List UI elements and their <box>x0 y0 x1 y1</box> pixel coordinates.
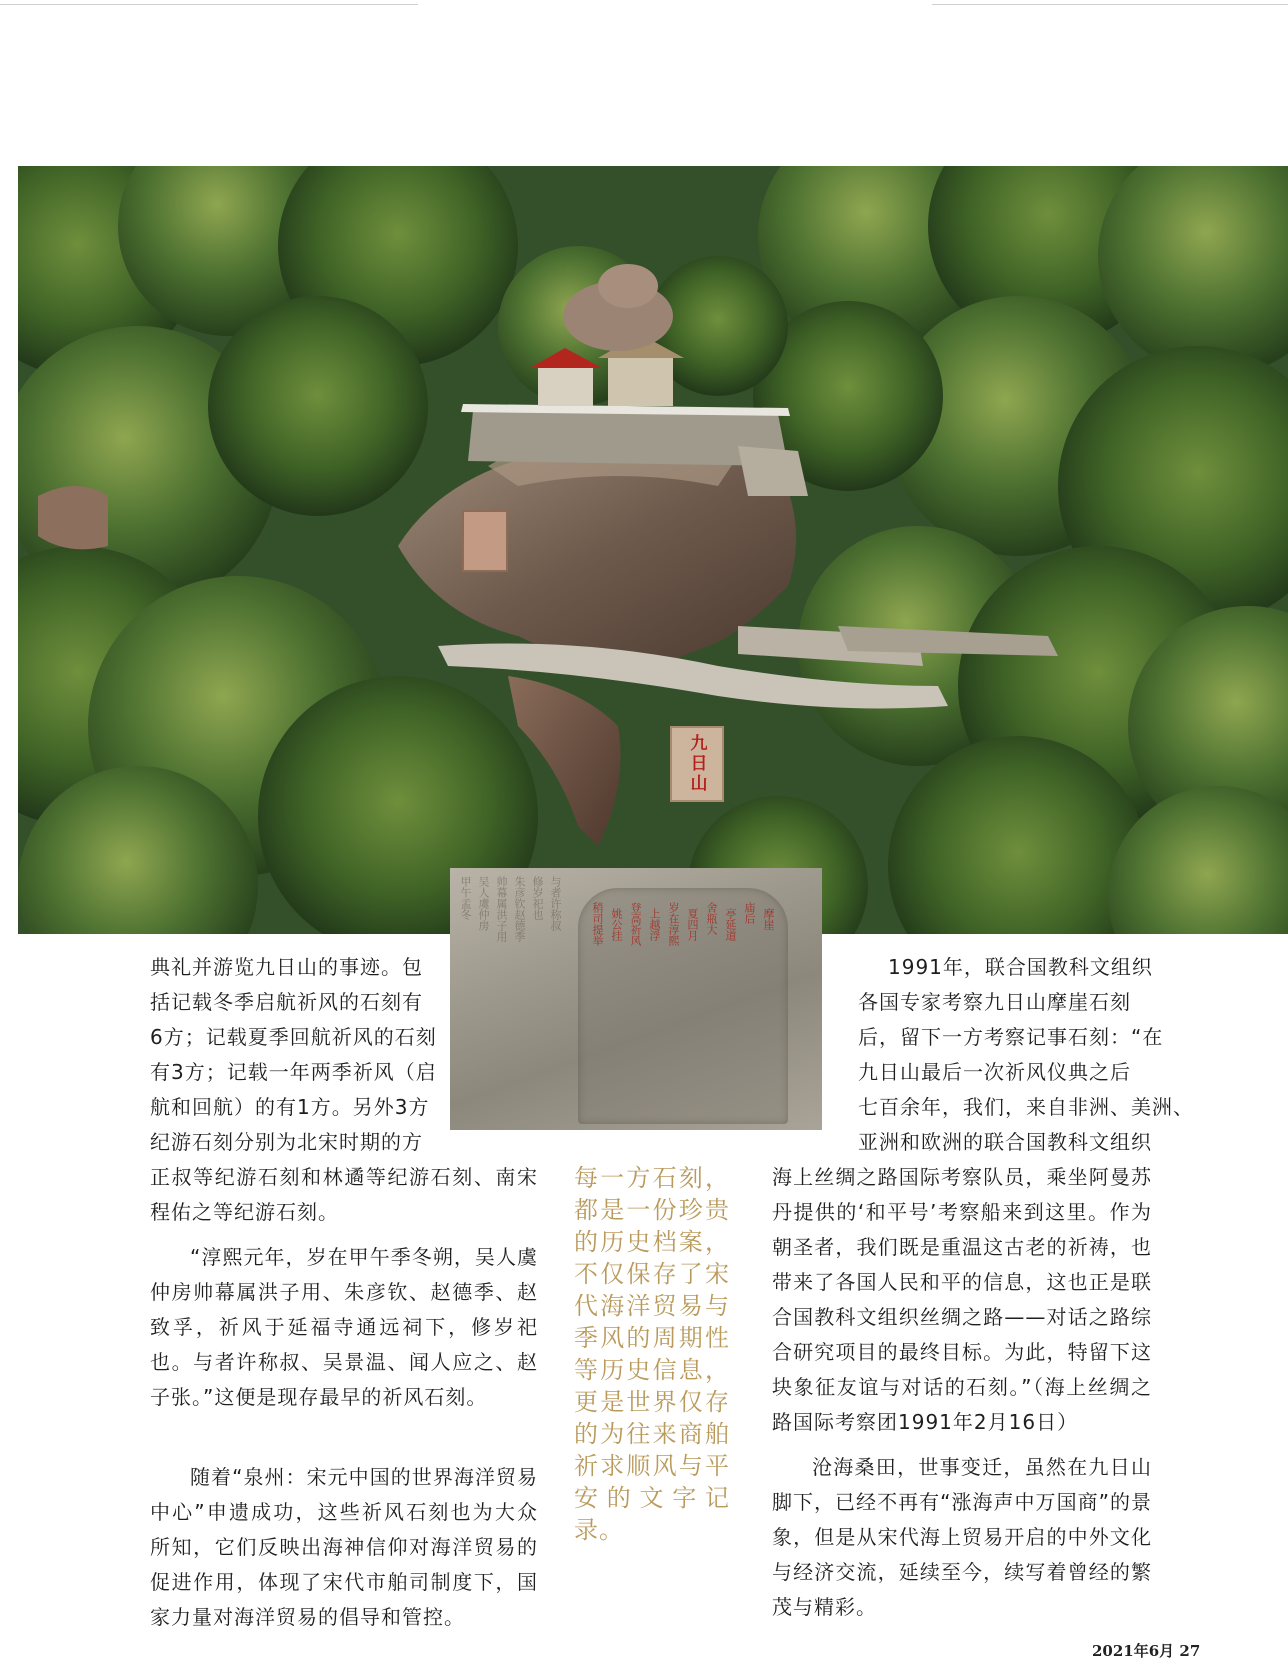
stele-column-grey: 甲午孟冬 <box>459 876 472 920</box>
stele-column-grey: 吴人虞仲房 <box>477 876 490 931</box>
stele-column-red: 稍司提举 <box>591 902 604 946</box>
stele-column-grey: 帅幕属洪子用 <box>495 876 508 942</box>
hillside-illustration <box>18 166 1288 934</box>
stele-column-grey: 朱彦钦赵德季 <box>513 876 526 942</box>
right-top-line: 亚洲和欧洲的联合国教科文组织 <box>858 1130 1152 1154</box>
right-top-line: 1991年，联合国教科文组织 <box>888 955 1153 979</box>
right-top-line: 九日山最后一次祈风仪典之后 <box>858 1060 1131 1084</box>
left-top-line: 6方；记载夏季回航祈风的石刻 <box>150 1025 437 1049</box>
stele-column-red: 岁在淳熙 <box>667 902 680 946</box>
pull-quote: 每一方石刻，都是一份珍贵的历史档案，不仅保存了宋代海洋贸易与季风的周期性等历史信息，更是世界仅存的为往来商舶祈求顺风与平安的文字记录。 <box>574 1164 730 1544</box>
left-top-line: 有3方；记载一年两季祈风（启 <box>150 1060 437 1084</box>
stele-column-red: 上越浮 <box>648 908 661 941</box>
page-folio <box>1092 1640 1200 1661</box>
left-top-line: 括记载冬季启航祈风的石刻有 <box>150 990 423 1014</box>
left-paragraph-2: “淳熙元年，岁在甲午季冬朔，吴人虞仲房帅幕属洪子用、朱彦钦、赵德季、赵致孚，祈风于延福寺通远祠下，修岁祀也。与者许称叔、吴景温、闻人应之、赵子张。”这便是现存最早的祈风石刻。 <box>150 1245 538 1409</box>
stele-column-red: 登高祈风 <box>629 902 642 946</box>
jiurishan-inscription: 九日山 <box>670 726 724 802</box>
left-paragraph-3: 随着“泉州：宋元中国的世界海洋贸易中心”申遗成功，这些祈风石刻也为大众所知，它们反映出海神信仰对海洋贸易的促进作用，体现了宋代市舶司制度下，国家力量对海洋贸易的倡导和管控。 <box>150 1465 538 1629</box>
page-number: 27 <box>1179 1642 1201 1660</box>
stele-column-red: 舍瓶大 <box>705 902 718 935</box>
stele-column-grey: 与者许称叔 <box>549 876 562 931</box>
stele-column-red: 摩崖 <box>762 908 775 930</box>
stele-column-red: 夏四月 <box>686 908 699 941</box>
top-rule-left <box>0 4 418 5</box>
left-top-line: 航和回航）的有1方。另外3方 <box>150 1095 430 1119</box>
right-top-line: 后，留下一方考察记事石刻：“在 <box>858 1025 1164 1049</box>
right-top-line: 各国专家考察九日山摩崖石刻 <box>858 990 1131 1014</box>
left-paragraph-continued: 正叔等纪游石刻和林遹等纪游石刻、南宋程佑之等纪游石刻。 <box>150 1165 538 1224</box>
stele-column-red: 亭延道 <box>724 908 737 941</box>
right-paragraph-2: 沧海桑田，世事变迁，虽然在九日山脚下，已经不再有“涨海声中万国商”的景象，但是从宋代海上贸易开启的中外文化与经济交流，延续至今，续写着曾经的繁茂与精彩。 <box>772 1455 1152 1619</box>
right-top-line: 七百余年，我们，来自非洲、美洲、 <box>858 1095 1194 1119</box>
left-top-line: 典礼并游览九日山的事迹。包 <box>150 955 423 979</box>
left-top-line: 纪游石刻分别为北宋时期的方 <box>150 1130 423 1154</box>
hero-photo-jiurishan <box>18 166 1288 934</box>
stele-inset-photo <box>450 868 822 1130</box>
stele-column-grey: 修岁祀也 <box>531 876 544 920</box>
right-paragraph-continued: 海上丝绸之路国际考察队员，乘坐阿曼苏丹提供的‘和平号’考察船来到这里。作为朝圣者，我们既是重温这古老的祈祷，也带来了各国人民和平的信息，这也正是联合国教科文组织丝绸之路——对话之路综合研究项目的最终目标。为此，特留下这块象征友谊与对话的石刻。”（海上丝绸之路国际考察团1991年2月16日） <box>772 1165 1152 1434</box>
stele-column-red: 姚公挂 <box>610 908 623 941</box>
issue-date: 2021年6月 <box>1092 1642 1175 1660</box>
stele-column-red: 庙后 <box>743 902 756 924</box>
top-rule-right <box>932 4 1288 5</box>
